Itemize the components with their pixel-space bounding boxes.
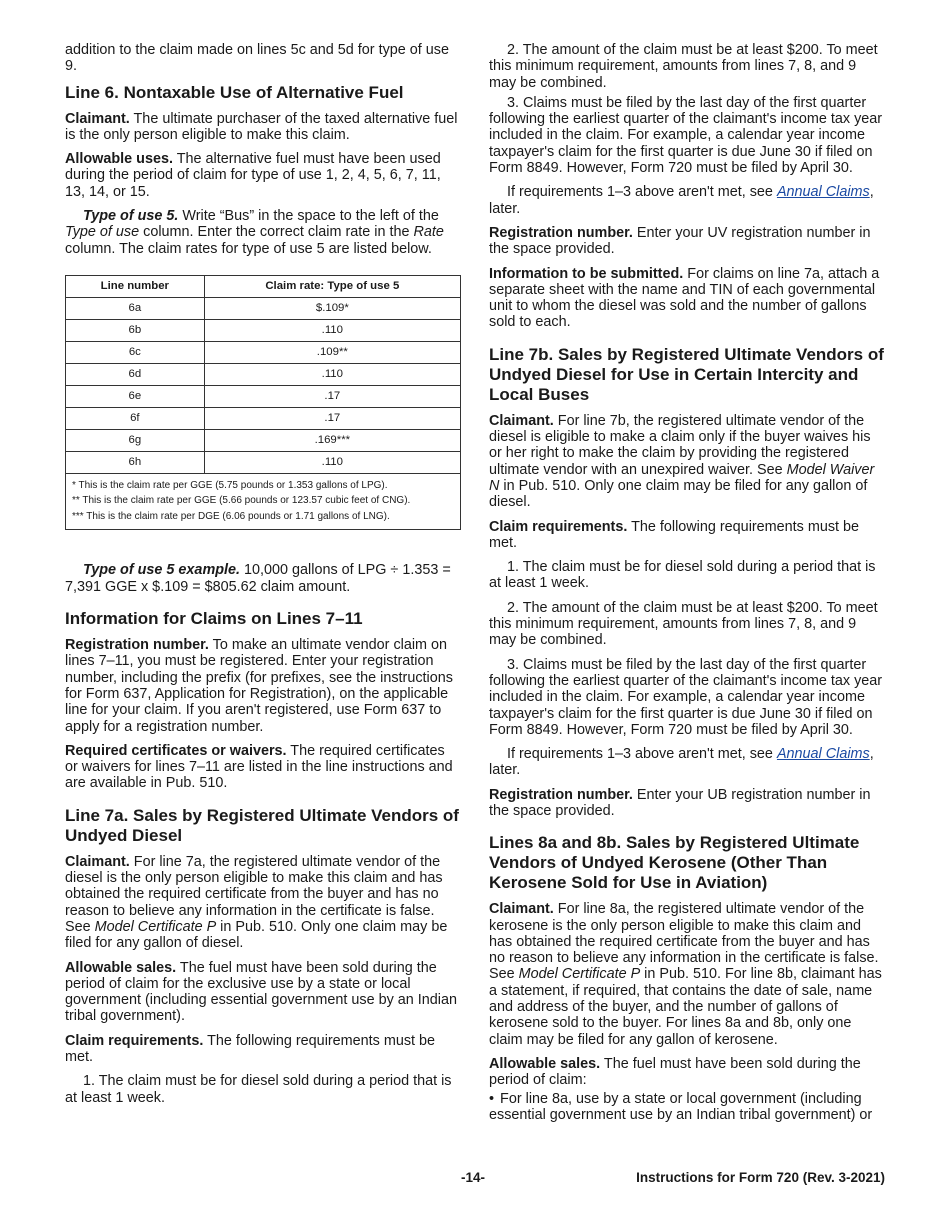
certificates-paragraph <box>65 743 461 792</box>
table-row <box>66 451 461 473</box>
registration-lead: Registration number. <box>65 637 209 654</box>
line-number-cell: 6c <box>66 341 205 363</box>
heading-line-6: Line 6. Nontaxable Use of Alternative Fuel <box>65 82 404 102</box>
claim-rate-cell: .109** <box>204 341 460 363</box>
claimant-7a-lead: Claimant. <box>65 853 130 870</box>
heading-line-7b: Line 7b. Sales by Registered Ultimate Vendors of Undyed Diesel for Use in Certain Intercity and Local Buses <box>489 344 884 404</box>
certificates-lead: Required certificates or waivers. <box>65 742 287 759</box>
claim-requirements-7b-lead: Claim requirements. <box>489 518 628 535</box>
if-requirements-text-2: , later. <box>489 184 874 217</box>
claim-rate-cell: .110 <box>204 319 460 341</box>
continued-paragraph: addition to the claim made on lines 5c and 5d for type of use 9. <box>65 42 449 75</box>
annual-claims-link[interactable]: Annual Claims <box>776 184 870 201</box>
claimant-7a-paragraph <box>65 854 461 952</box>
table-note: ** This is the claim rate per GGE (5.66 pounds or 123.57 cubic feet of CNG). <box>72 495 411 507</box>
allowable-sales-8-paragraph <box>489 1056 885 1089</box>
line-number-cell: 6g <box>66 429 205 451</box>
table-row <box>66 407 461 429</box>
information-submitted-text: For claims on line 7a, attach a separate sheet with the name and TIN of each governmental unit to whom the diesel was sold and the number of gallons sold to each. <box>489 265 880 331</box>
information-submitted-lead: Information to be submitted. <box>489 265 684 282</box>
claim-requirements-text: The following requirements must be met. <box>65 1032 436 1065</box>
type-of-use-5-example <box>65 562 461 595</box>
claim-rate-cell: .110 <box>204 451 460 473</box>
ub-registration-lead: Registration number. <box>489 786 633 803</box>
if-requirements-text-1: If requirements 1–3 above aren't met, see <box>507 184 777 201</box>
claimant-7a-text-2: in Pub. 510. Only one claim may be filed for any gallon of diesel. <box>65 918 448 952</box>
requirement-3: 3. Claims must be filed by the last day of the first quarter following the earliest quarter of the claimant's income tax year included in the claim. For example, a calendar year income taxpayer's claim for the first quarter is due June 30 if filed on Form 8849. However, Form 720 must be filed by April 30. <box>489 94 883 177</box>
allowable-sales-paragraph <box>65 960 461 1025</box>
heading-info-claims: Information for Claims on Lines 7–11 <box>65 609 363 629</box>
table-row <box>66 363 461 385</box>
type-of-use-column-ref: Type of use <box>65 224 140 241</box>
annual-claims-link[interactable]: Annual Claims <box>776 746 870 763</box>
claimant-7b-paragraph <box>489 413 885 511</box>
uv-registration-text: Enter your UV registration number in the space provided. <box>489 224 871 258</box>
type-of-use-5-paragraph <box>65 208 461 257</box>
table-note: * This is the claim rate per GGE (5.75 pounds or 1.353 gallons of LPG). <box>72 479 388 491</box>
claimant-8-paragraph <box>489 901 885 1048</box>
bullet-item-line-8a: • For line 8a, use by a state or local government (including essential government use by an Indian tribal government) or <box>489 1091 885 1124</box>
claimant-text: The ultimate purchaser of the taxed alternative fuel is the only person eligible to make this claim. <box>65 110 458 143</box>
line-number-cell: 6d <box>66 363 205 385</box>
claimant-lead: Claimant. <box>65 110 130 127</box>
model-waiver-ref: Model Waiver N <box>489 461 875 494</box>
claim-rate-table <box>65 275 461 531</box>
allowable-sales-text: The fuel must have been sold during the period of claim for the exclusive use by a state or local government (including essential government use by an Indian tribal government). <box>65 959 457 1025</box>
table-row <box>66 341 461 363</box>
registration-paragraph <box>65 637 461 735</box>
allowable-uses-paragraph <box>65 151 461 200</box>
table-row <box>66 385 461 407</box>
type-of-use-5-text-1: Write “Bus” in the space to the left of the <box>178 208 439 225</box>
table-row <box>66 429 461 451</box>
requirement-7b-1: 1. The claim must be for diesel sold during a period that is at least 1 week. <box>489 559 876 592</box>
allowable-sales-lead: Allowable sales. <box>65 959 177 976</box>
ub-registration-paragraph <box>489 787 885 820</box>
if-requirements-7b-text-2: , later. <box>489 746 874 779</box>
claim-requirements-lead: Claim requirements. <box>65 1032 204 1049</box>
claimant-8-text-2: in Pub. 510. For line 8b, claimant has a statement, if required, that contains the date of sale, name and address of the buyer, and the number of gallons of kerosene sold to the buyer. For lines 8a and 8b, only one claim may be filed for any gallon of kerosene. <box>489 966 882 1048</box>
claimant-8-lead: Claimant. <box>489 901 554 918</box>
line-number-cell: 6f <box>66 407 205 429</box>
allowable-uses-text: The alternative fuel must have been used during the period of claim for type of use 1, 2, 4, 5, 6, 7, 11, 13, 14, or 15. <box>65 151 441 200</box>
allowable-sales-8-text: The fuel must have been sold during the period of claim: <box>489 1055 861 1089</box>
uv-registration-paragraph <box>489 225 885 258</box>
right-column <box>489 42 885 1131</box>
claim-rate-cell: .169*** <box>204 429 460 451</box>
table-notes <box>66 473 461 530</box>
example-text: 10,000 gallons of LPG ÷ 1.353 = 7,391 GGE x $.109 = $805.62 claim amount. <box>65 562 451 595</box>
table-header-row <box>66 275 461 297</box>
type-of-use-5-text-3: column. The claim rates for type of use 5 are listed below. <box>65 240 432 257</box>
claimant-8-text-1: For line 8a, the registered ultimate vendor of the kerosene is the only person eligible to make this claim and has obtained the required certificate from the buyer and has no reason to believe any information in the certificate is false. See <box>489 901 879 983</box>
ub-registration-text: Enter your UB registration number in the space provided. <box>489 786 871 819</box>
claim-requirements-7b-paragraph <box>489 519 885 552</box>
claimant-paragraph <box>65 111 461 144</box>
claim-rate-cell: .17 <box>204 385 460 407</box>
claimant-7b-text-1: For line 7b, the registered ultimate vendor of the diesel is eligible to make a claim only if the buyer waives his or her right to make the claim by providing the registered ultimate vendor with an unexpired waiver. See <box>489 412 871 478</box>
claimant-7b-text-2: in Pub. 510. Only one claim may be filed for any gallon of diesel. <box>489 477 868 511</box>
claim-rate-cell: .110 <box>204 363 460 385</box>
model-certificate-ref: Model Certificate P <box>518 966 641 983</box>
type-of-use-5-lead: Type of use 5. <box>83 208 179 225</box>
claimant-7b-lead: Claimant. <box>489 412 554 429</box>
page-footer <box>65 1170 885 1190</box>
line-number-cell: 6e <box>66 385 205 407</box>
requirement-7b-2: 2. The amount of the claim must be at least $200. To meet this minimum requirement, amounts from lines 7, 8, and 9 may be combined. <box>489 599 878 649</box>
claimant-7a-text-1: For line 7a, the registered ultimate vendor of the diesel is the only person eligible to make this claim and has obtained the required certificate from the buyer and has no reason to believe any information in the certificate is false. See <box>65 853 443 935</box>
header-line-number: Line number <box>66 275 205 297</box>
type-of-use-5-text-2: column. Enter the correct claim rate in the <box>139 224 414 241</box>
claim-rate-cell: .17 <box>204 407 460 429</box>
information-submitted-paragraph <box>489 266 885 331</box>
requirement-1: 1. The claim must be for diesel sold during a period that is at least 1 week. <box>65 1073 452 1106</box>
registration-text: To make an ultimate vendor claim on lines 7–11, you must be registered. Enter your registration number, including the prefix (for prefixes, see the instructions for Form 637, Application for Registration), on the applicable line for your claim. If you aren't registered, use Form 637 to apply for a registration number. <box>65 637 453 735</box>
line-number-cell: 6h <box>66 451 205 473</box>
table-row <box>66 319 461 341</box>
line-number-cell: 6a <box>66 297 205 319</box>
claim-rate-cell: $.109* <box>204 297 460 319</box>
page-number: -14- <box>461 1170 486 1185</box>
heading-lines-8a-8b: Lines 8a and 8b. Sales by Registered Ultimate Vendors of Undyed Kerosene (Other Than Kerosene Sold for Use in Aviation) <box>489 833 860 893</box>
model-certificate-ref: Model Certificate P <box>94 918 217 935</box>
table-note: *** This is the claim rate per DGE (6.06 pounds or 1.71 gallons of LNG). <box>72 510 390 522</box>
if-requirements-7b-paragraph <box>489 746 885 779</box>
if-requirements-7b-text-1: If requirements 1–3 above aren't met, see <box>507 746 777 763</box>
table-notes-row <box>66 473 461 530</box>
if-requirements-paragraph <box>489 184 885 217</box>
line-number-cell: 6b <box>66 319 205 341</box>
uv-registration-lead: Registration number. <box>489 224 633 241</box>
certificates-text: The required certificates or waivers for lines 7–11 are listed in the line instructions and are available in Pub. 510. <box>65 742 453 792</box>
header-claim-rate: Claim rate: Type of use 5 <box>204 275 460 297</box>
requirement-2: 2. The amount of the claim must be at least $200. To meet this minimum requirement, amounts from lines 7, 8, and 9 may be combined. <box>489 42 878 91</box>
table-row <box>66 297 461 319</box>
heading-line-7a: Line 7a. Sales by Registered Ultimate Vendors of Undyed Diesel <box>65 805 459 845</box>
left-column <box>65 42 461 1114</box>
claim-requirements-paragraph <box>65 1033 461 1066</box>
form-title: Instructions for Form 720 (Rev. 3-2021) <box>636 1170 885 1185</box>
allowable-uses-lead: Allowable uses. <box>65 151 173 168</box>
claim-requirements-7b-text: The following requirements must be met. <box>489 518 860 551</box>
rate-column-ref: Rate <box>413 224 444 241</box>
requirement-7b-3: 3. Claims must be filed by the last day of the first quarter following the earliest quarter of the claimant's income tax year included in the claim. For example, a calendar year income taxpayer's claim for the first quarter is due June 30 if filed on Form 8849. However, Form 720 must be filed by April 30. <box>489 656 883 738</box>
example-lead: Type of use 5 example. <box>83 562 241 579</box>
allowable-sales-8-lead: Allowable sales. <box>489 1055 601 1072</box>
